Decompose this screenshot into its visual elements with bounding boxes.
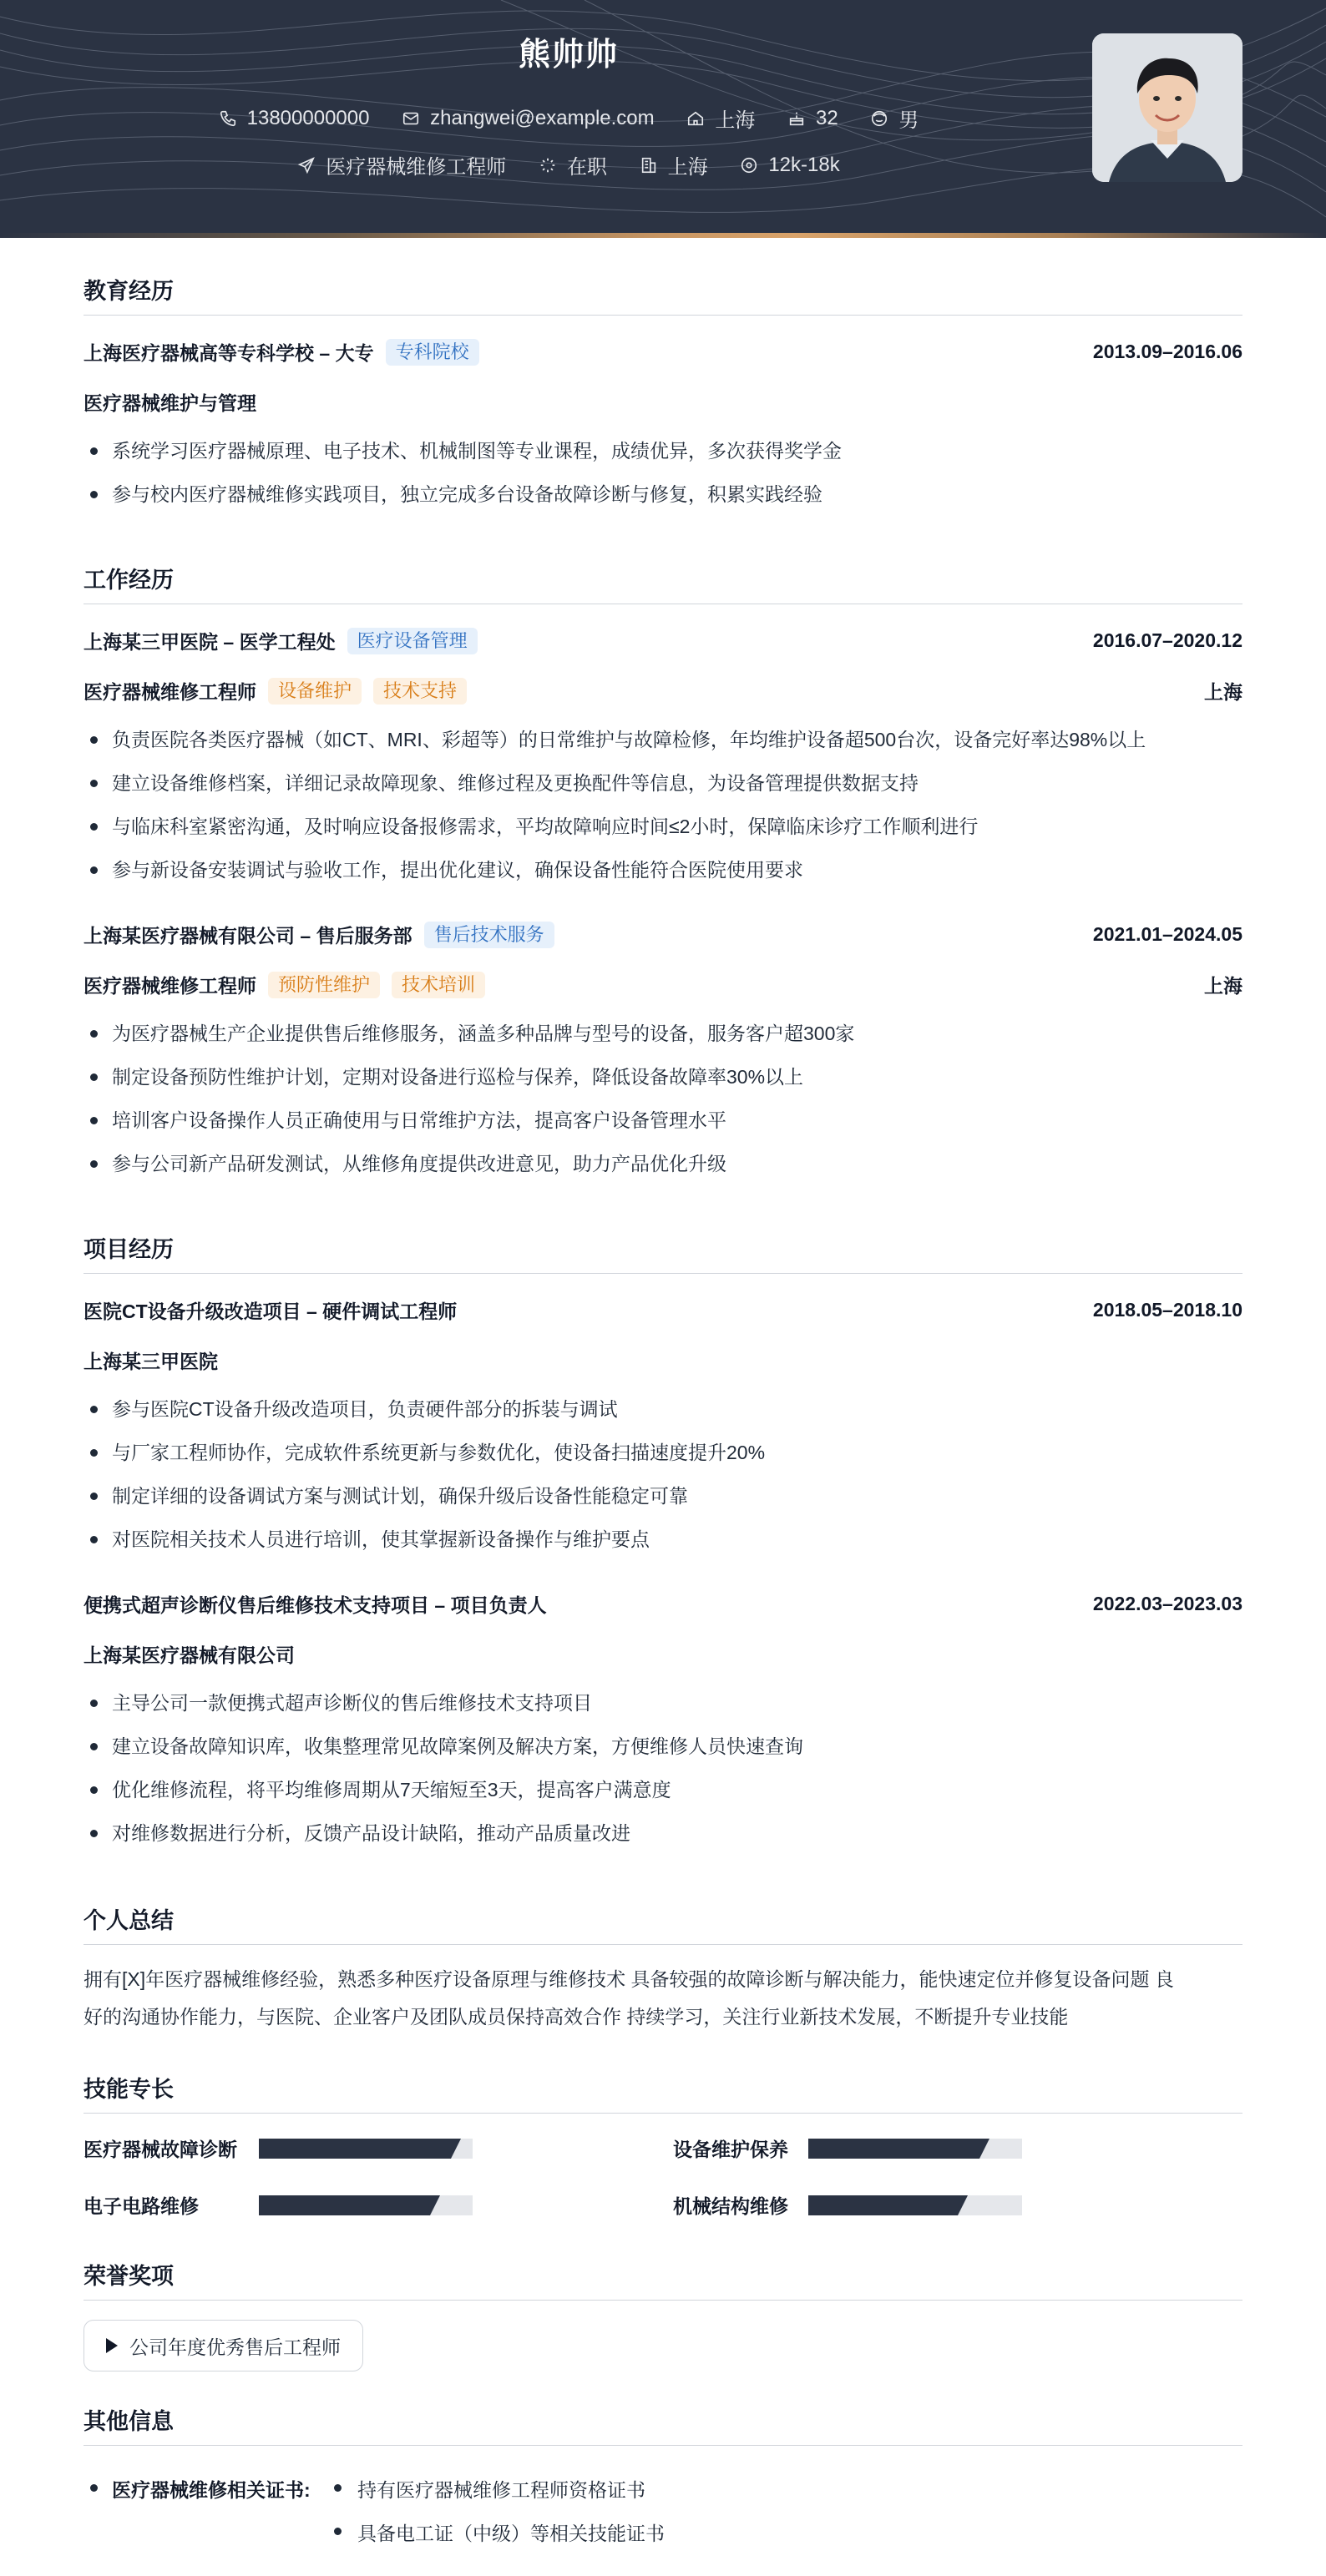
work-entry-2-header [84, 921, 1242, 948]
status-item [539, 150, 607, 179]
work-date: 2021.01–2024.05 [1092, 923, 1242, 945]
award-item[interactable] [84, 2320, 363, 2371]
project-date: 2022.03–2023.03 [1092, 1593, 1242, 1614]
list-item: 建立设备维修档案，详细记录故障现象、维修过程及更换配件等信息，为设备管理提供数据支持 [84, 770, 1242, 814]
salary-text: 12k-18k [768, 153, 840, 176]
project-date: 2018.05–2018.10 [1092, 1299, 1242, 1321]
section-title-summary: 个人总结 [84, 1902, 1242, 1935]
skill-bar [259, 2195, 473, 2215]
city-text: 上海 [715, 109, 756, 132]
education-major [84, 388, 1242, 416]
education-bullets [84, 438, 1242, 525]
email-text: zhangwei@example.com [430, 106, 655, 129]
work-entry-1-title [84, 677, 1242, 705]
section-title-education: 教育经历 [84, 273, 1242, 306]
mail-icon [402, 109, 420, 128]
work-city-text: 上海 [667, 156, 708, 179]
list-item: 负责医院各类医疗器械（如CT、MRI、彩超等）的日常维护与故障检修，年均维护设备超500台次，设备完好率达98%以上 [84, 727, 1242, 770]
list-item: 优化维修流程，将平均维修周期从7天缩短至3天，提高客户满意度 [84, 1777, 1242, 1821]
age-text: 32 [815, 106, 838, 129]
header-accent-line [0, 233, 1326, 238]
age-item [787, 107, 838, 130]
skill-bar [808, 2195, 1022, 2215]
work-entry-1-bullets [84, 727, 1242, 901]
skill-name: 电子电路维修 [84, 2195, 199, 2217]
work-location: 上海 [1204, 681, 1242, 703]
project-1-org [84, 1346, 1242, 1374]
project-org: 上海某三甲医院 [84, 1351, 218, 1372]
section-title-other: 其他信息 [84, 2403, 1242, 2436]
skill-name: 设备维护保养 [673, 2139, 788, 2160]
skill-name: 医疗器械故障诊断 [84, 2139, 237, 2160]
company-tag: 售后技术服务 [424, 922, 554, 948]
skill-name: 机械结构维修 [673, 2195, 788, 2217]
list-item: 制定设备预防性维护计划，定期对设备进行巡检与保养，降低设备故障率30%以上 [84, 1064, 1242, 1108]
list-item: 系统学习医疗器械原理、电子技术、机械制图等专业课程，成绩优异，多次获得奖学金 [84, 438, 1242, 482]
phone-text: 13800000000 [246, 106, 370, 129]
project-name: 便携式超声诊断仪售后维修技术支持项目 – 项目负责人 [84, 1594, 547, 1616]
coin-icon [740, 156, 758, 174]
loading-icon [539, 156, 557, 174]
award-text: 公司年度优秀售后工程师 [129, 2336, 341, 2358]
skill-item [673, 2191, 1022, 2219]
work-entry-2-title [84, 971, 1242, 998]
project-name: 医院CT设备升级改造项目 – 硬件调试工程师 [84, 1301, 458, 1322]
section-title-work: 工作经历 [84, 562, 1242, 594]
project-org: 上海某医疗器械有限公司 [84, 1644, 295, 1666]
list-item: 建立设备故障知识库，收集整理常见故障案例及解决方案，方便维修人员快速查询 [84, 1734, 1242, 1777]
skill-bar-fill [808, 2139, 979, 2159]
project-2-bullets [84, 1690, 1242, 1864]
avatar-portrait [1092, 33, 1242, 182]
resume-header [0, 0, 1326, 235]
skill-bar-fill [259, 2195, 430, 2215]
section-title-skills: 技能专长 [84, 2071, 1242, 2104]
list-item: 参与医院CT设备升级改造项目，负责硬件部分的拆装与调试 [84, 1397, 1242, 1440]
bullet-dot [334, 2484, 342, 2492]
work-entry-2-bullets [84, 1021, 1242, 1195]
skill-bar-fill [259, 2139, 451, 2159]
email-item [402, 107, 655, 130]
candidate-name: 熊帅帅 [518, 38, 619, 73]
education-entry-header [84, 338, 1242, 366]
company-tag: 医疗设备管理 [347, 628, 478, 654]
list-item: 培训客户设备操作人员正确使用与日常维护方法，提高客户设备管理水平 [84, 1108, 1242, 1151]
list-item: 对医院相关技术人员进行培训，使其掌握新设备操作与维护要点 [84, 1527, 1242, 1570]
home-icon [686, 109, 705, 128]
bullet-dot [90, 2484, 98, 2492]
building-icon [640, 156, 658, 174]
skill-item [84, 2191, 473, 2219]
work-entry-1-header [84, 627, 1242, 654]
work-date: 2016.07–2020.12 [1092, 629, 1242, 651]
phone-item [219, 107, 370, 130]
list-item: 与厂家工程师协作，完成软件系统更新与参数优化，使设备扫描速度提升20% [84, 1440, 1242, 1483]
face-icon [870, 109, 888, 128]
phone-icon [219, 109, 237, 128]
skill-tag: 设备维护 [268, 678, 362, 705]
gender-item [870, 104, 919, 133]
job-text: 医疗器械维修工程师 [326, 156, 507, 179]
other-item: 持有医疗器械维修工程师资格证书 [357, 2479, 645, 2501]
status-text: 在职 [566, 156, 607, 179]
salary-item [740, 154, 839, 177]
company-name: 上海某三甲医院 – 医学工程处 [84, 631, 336, 653]
skill-tag: 技术支持 [373, 678, 467, 705]
contact-row-2 [0, 150, 1137, 180]
project-1-bullets [84, 1397, 1242, 1570]
contact-row-1 [0, 104, 1137, 134]
job-item [297, 150, 506, 179]
list-item: 参与公司新产品研发测试，从维修角度提供改进意见，助力产品优化升级 [84, 1151, 1242, 1195]
other-item: 具备电工证（中级）等相关技能证书 [357, 2523, 665, 2544]
section-title-projects: 项目经历 [84, 1231, 1242, 1264]
summary-line: 拥有[X]年医疗器械维修经验，熟悉多种医疗设备原理与维修技术 具备较强的故障诊断与解决能力，能快速定位并修复设备问题 良 [84, 1968, 1174, 1990]
other-label: 医疗器械维修相关证书: [112, 2479, 311, 2501]
list-item: 为医疗器械生产企业提供售后维修服务，涵盖多种品牌与型号的设备，服务客户超300家 [84, 1021, 1242, 1064]
project-2-header [84, 1590, 1242, 1618]
skill-item [673, 2134, 1022, 2162]
skill-bar [259, 2139, 473, 2159]
skill-item [84, 2134, 473, 2162]
summary-text [84, 1961, 1242, 2036]
avatar [1092, 33, 1242, 182]
list-item: 参与校内医疗器械维修实践项目，独立完成多台设备故障诊断与修复，积累实践经验 [84, 482, 1242, 525]
work-city-item [640, 150, 708, 179]
skill-tag: 技术培训 [392, 972, 485, 998]
cake-icon [787, 109, 806, 128]
list-item: 对维修数据进行分析，反馈产品设计缺陷，推动产品质量改进 [84, 1821, 1242, 1864]
skill-tag: 预防性维护 [268, 972, 380, 998]
section-title-honors: 荣誉奖项 [84, 2258, 1242, 2291]
summary-line: 好的沟通协作能力，与医院、企业客户及团队成员保持高效合作 持续学习，关注行业新技术发展，不断提升专业技能 [84, 2006, 1069, 2028]
list-item: 与临床科室紧密沟通，及时响应设备报修需求，平均故障响应时间≤2小时，保障临床诊疗工作顺利进行 [84, 814, 1242, 857]
skill-bar-fill [808, 2195, 958, 2215]
education-date: 2013.09–2016.06 [1092, 341, 1242, 362]
company-name: 上海某医疗器械有限公司 – 售后服务部 [84, 925, 412, 947]
play-icon [106, 2338, 118, 2353]
send-icon [297, 156, 316, 174]
bullet-dot [334, 2528, 342, 2535]
job-title: 医疗器械维修工程师 [84, 681, 256, 703]
list-item: 制定详细的设备调试方案与测试计划，确保升级后设备性能稳定可靠 [84, 1483, 1242, 1527]
project-1-header [84, 1296, 1242, 1324]
school-tag: 专科院校 [386, 339, 479, 366]
major-name: 医疗器械维护与管理 [84, 392, 256, 414]
gender-text: 男 [898, 109, 919, 132]
project-2-org [84, 1640, 1242, 1668]
list-item: 主导公司一款便携式超声诊断仪的售后维修技术支持项目 [84, 1690, 1242, 1734]
work-location: 上海 [1204, 975, 1242, 997]
job-title: 医疗器械维修工程师 [84, 975, 256, 997]
skill-bar [808, 2139, 1022, 2159]
list-item: 参与新设备安装调试与验收工作，提出优化建议，确保设备性能符合医院使用要求 [84, 857, 1242, 901]
city-item [686, 104, 755, 133]
school-name: 上海医疗器械高等专科学校 – 大专 [84, 342, 374, 364]
